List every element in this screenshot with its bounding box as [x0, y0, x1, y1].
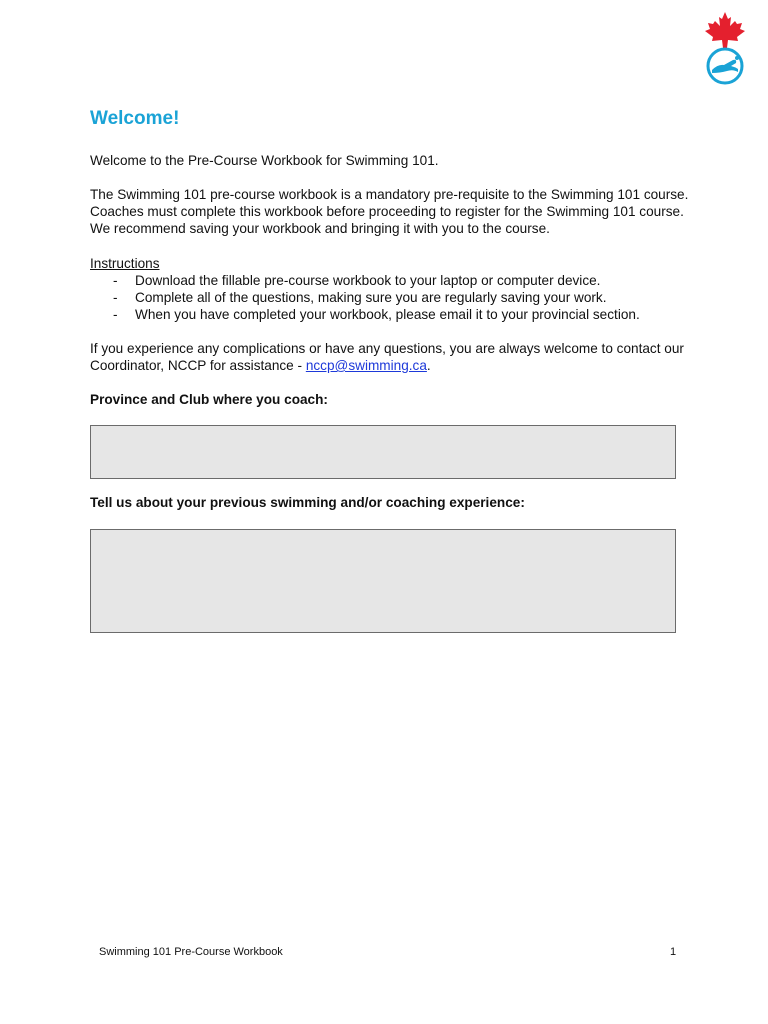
- experience-label: Tell us about your previous swimming and/or coaching experience:: [90, 495, 525, 510]
- footer-title: Swimming 101 Pre-Course Workbook: [99, 946, 283, 958]
- intro-paragraph: Welcome to the Pre-Course Workbook for Swimming 101.: [90, 153, 439, 168]
- description-paragraph: The Swimming 101 pre-course workbook is a mandatory pre-requisite to the Swimming 101 course. Coaches must complete this workbook before proceeding to register for the Swimming 101 course. We recommend saving your workbook and bringing it with you to the course.: [90, 187, 689, 236]
- maple-leaf-icon: [705, 12, 745, 48]
- email-link[interactable]: nccp@swimming.ca: [305, 358, 427, 373]
- page-number: 1: [670, 946, 677, 958]
- swimmer-icon: [712, 60, 738, 73]
- bullet-dash: -: [113, 307, 118, 322]
- instruction-item: - Complete all of the questions, making sure you are regularly saving your work.: [113, 290, 607, 305]
- bullet-dash: -: [113, 290, 118, 305]
- experience-field[interactable]: [90, 529, 676, 633]
- contact-paragraph: If you experience any complications or have any questions, you are always welcome to contact our Coordinator, NCCP for assistance - nccp@swimming.ca.: [90, 341, 684, 373]
- instructions-list: [90, 272, 690, 323]
- instruction-item: - Download the fillable pre-course workbook to your laptop or computer device.: [113, 273, 601, 288]
- bullet-dash: -: [113, 273, 118, 288]
- swimming-canada-logo-icon: [700, 10, 750, 86]
- page-title: Welcome!: [90, 108, 180, 129]
- province-club-field[interactable]: [90, 425, 676, 479]
- instruction-item: - When you have completed your workbook, please email it to your provincial section.: [113, 307, 640, 322]
- province-club-label: Province and Club where you coach:: [90, 392, 328, 407]
- instructions-heading: Instructions: [90, 256, 160, 271]
